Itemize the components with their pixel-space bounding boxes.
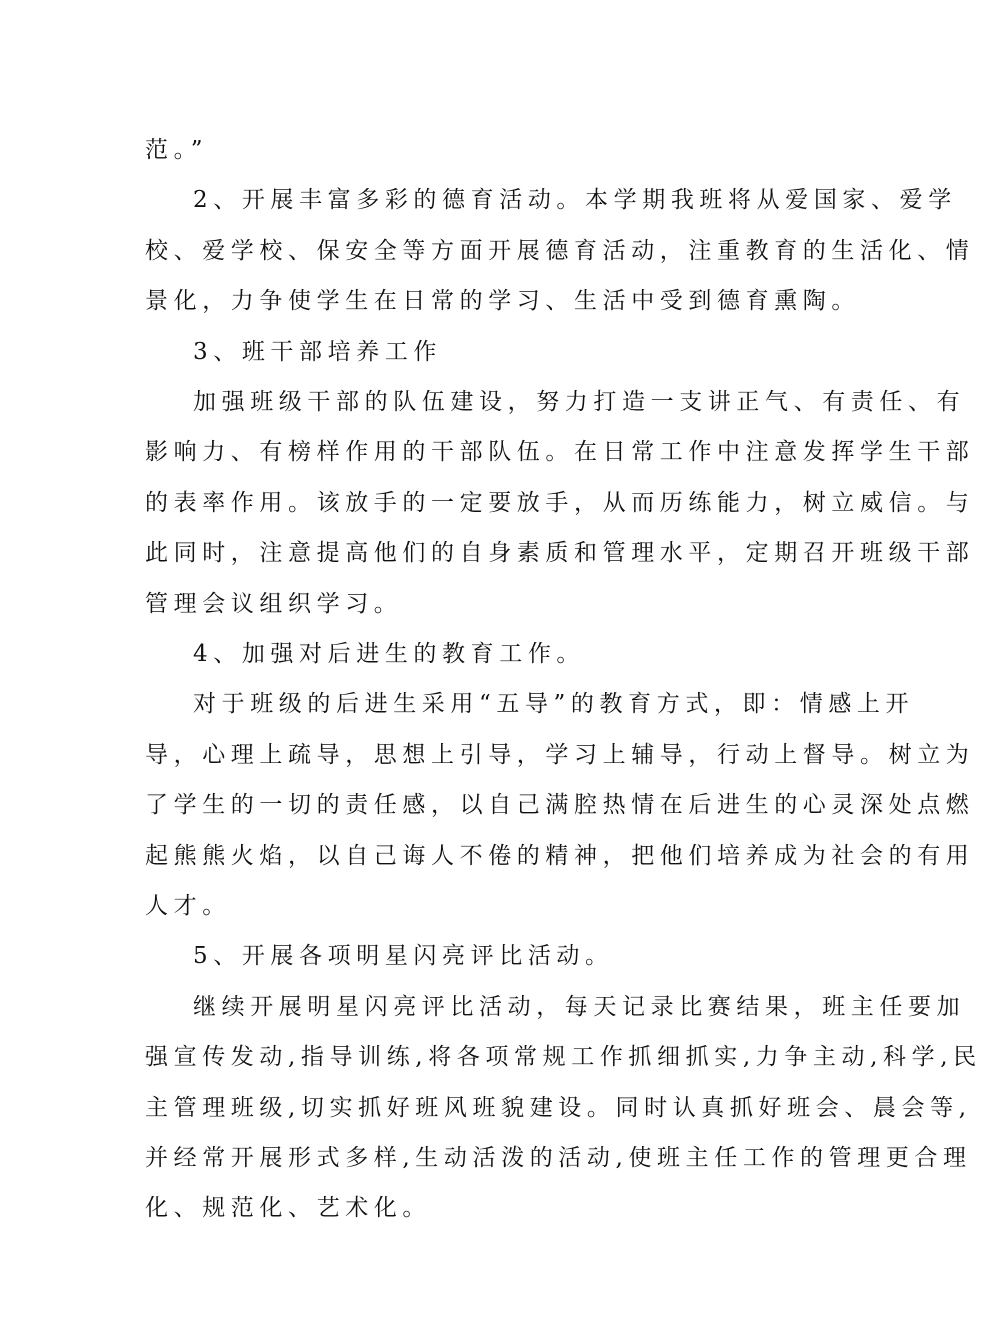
text-line: 起熊熊火焰，以自己诲人不倦的精神，把他们培养成为社会的有用 — [145, 843, 975, 869]
text-line: 导，心理上疏导，思想上引导，学习上辅导，行动上督导。树立为 — [145, 742, 975, 768]
section-heading: 5、开展各项明星闪亮评比活动。 — [193, 943, 614, 969]
text-line: 并经常开展形式多样,生动活泼的活动,使班主任工作的管理更合理 — [145, 1145, 972, 1171]
text-line: 人才。 — [145, 893, 231, 919]
text-line: 影响力、有榜样作用的干部队伍。在日常工作中注意发挥学生干部 — [145, 439, 975, 465]
text-line: 了学生的一切的责任感，以自己满腔热情在后进生的心灵深处点燃 — [145, 792, 975, 818]
text-line: 此同时，注意提高他们的自身素质和管理水平，定期召开班级干部 — [145, 540, 975, 566]
text-line: 的表率作用。该放手的一定要放手，从而历练能力，树立威信。与 — [145, 490, 975, 516]
text-line: 校、爱学校、保安全等方面开展德育活动，注重教育的生活化、情 — [145, 238, 975, 264]
text-line: 景化，力争使学生在日常的学习、生活中受到德育熏陶。 — [145, 288, 860, 314]
text-line: 化、规范化、艺术化。 — [145, 1195, 431, 1221]
text-line: 范。” — [145, 137, 209, 163]
paragraph-line: 继续开展明星闪亮评比活动，每天记录比赛结果，班主任要加 — [193, 994, 966, 1020]
section-heading: 3、班干部培养工作 — [193, 339, 443, 365]
paragraph-line: 对于班级的后进生采用“五导”的教育方式，即：情感上开 — [193, 691, 915, 717]
text-line: 管理会议组织学习。 — [145, 591, 403, 617]
paragraph-line: 2、开展丰富多彩的德育活动。本学期我班将从爱国家、爱学 — [193, 187, 957, 213]
text-line: 主管理班级,切实抓好班风班貌建设。同时认真抓好班会、晨会等, — [145, 1095, 972, 1121]
paragraph-line: 加强班级干部的队伍建设，努力打造一支讲正气、有责任、有 — [193, 389, 966, 415]
text-line: 强宣传发动,指导训练,将各项常规工作抓细抓实,力争主动,科学,民 — [145, 1044, 982, 1070]
section-heading: 4、加强对后进生的教育工作。 — [193, 641, 586, 667]
